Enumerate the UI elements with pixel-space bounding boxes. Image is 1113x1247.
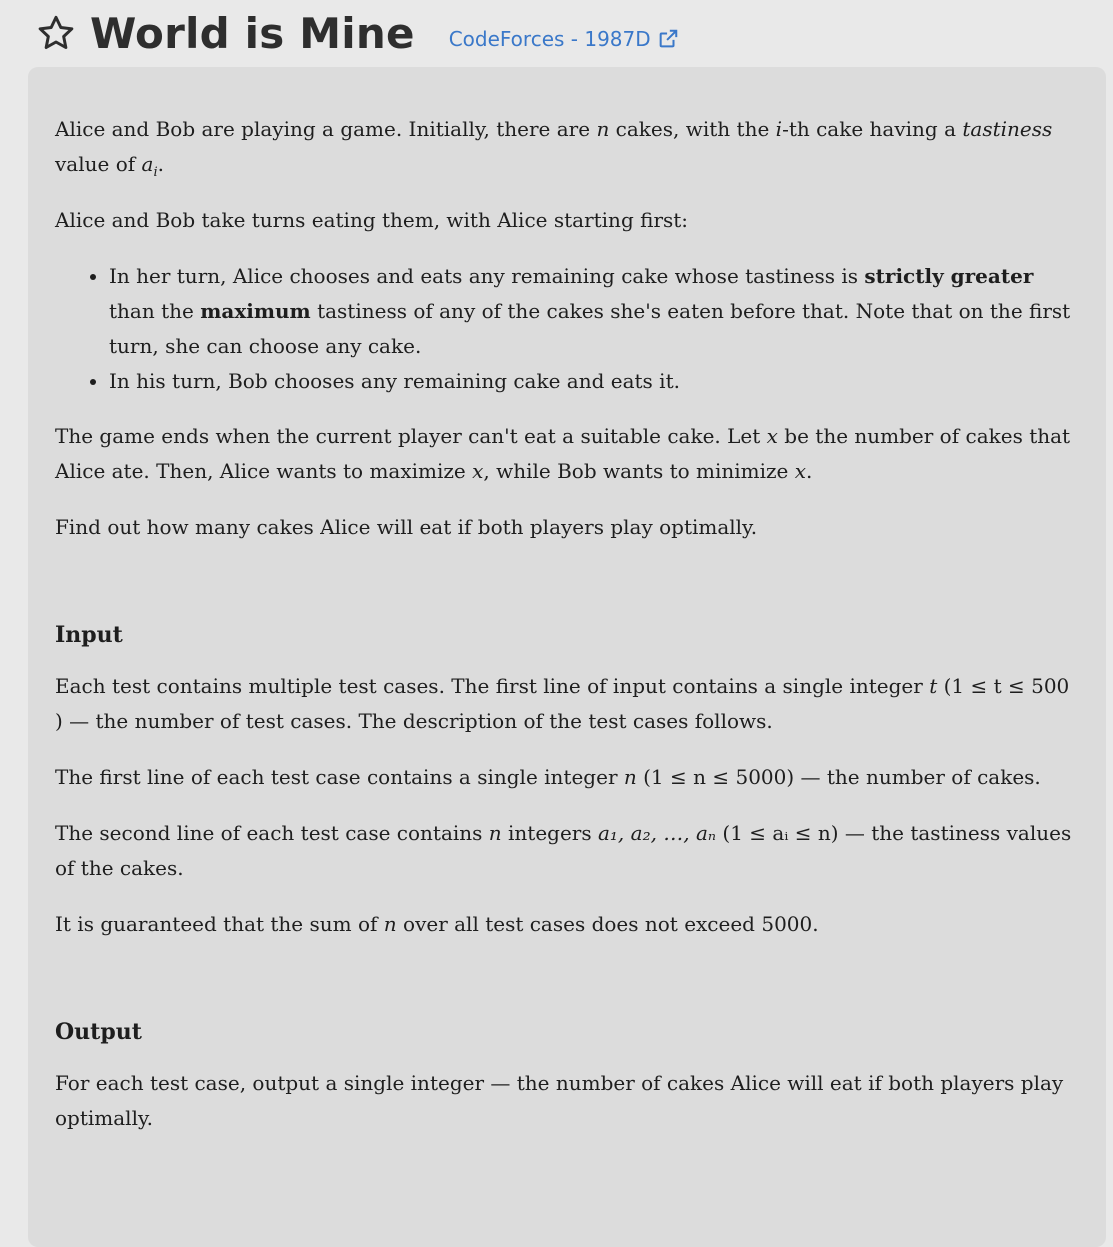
statement-paragraph: The game ends when the current player can't eat a suitable cake. Let x be the number of cakes that Alice ate. Then, Alice wants to maximize x, while Bob wants to minimize x. <box>55 424 1071 483</box>
source-link[interactable] <box>449 27 679 51</box>
page-title: World is Mine <box>90 8 415 58</box>
output-heading: Output <box>55 1019 142 1045</box>
problem-header <box>36 8 679 58</box>
rules-list <box>55 259 1085 399</box>
problem-card <box>28 67 1106 1247</box>
input-heading: Input <box>55 622 123 648</box>
list-item: • In her turn, Alice chooses and eats any remaining cake whose tastiness is strictly greater than the maximum tastiness of any of the cakes she's eaten before that. Note that on the first turn, she can choose any cake. <box>109 259 1085 364</box>
input-paragraph: The first line of each test case contains a single integer n (1 ≤ n ≤ 5000) — the number of cakes. <box>55 765 1041 789</box>
input-paragraph: It is guaranteed that the sum of n over all test cases does not exceed 5000. <box>55 912 819 936</box>
star-icon[interactable] <box>36 13 76 53</box>
problem-content <box>55 112 1085 1157</box>
external-link-icon[interactable] <box>657 28 679 50</box>
statement-paragraph: Alice and Bob take turns eating them, with Alice starting first: <box>55 208 689 232</box>
source-link-label[interactable]: CodeForces - 1987D <box>448 27 651 51</box>
input-paragraph: The second line of each test case contains n integers a₁, a₂, …, aₙ (1 ≤ aᵢ ≤ n) — the tastiness values of the cakes. <box>55 821 1072 880</box>
statement-paragraph: Alice and Bob are playing a game. Initially, there are n cakes, with the i-th cake having a tastiness value of $a_i$. <box>55 117 1053 180</box>
output-paragraph: For each test case, output a single integer — the number of cakes Alice will eat if both players play optimally. <box>55 1071 1064 1130</box>
statement-paragraph: Find out how many cakes Alice will eat if both players play optimally. <box>55 515 758 539</box>
input-paragraph: Each test contains multiple test cases. The first line of input contains a single integer t (1 ≤ t ≤ 500 ) — the number of test cases. The description of the test cases follows. <box>55 674 1070 733</box>
list-item: • In his turn, Bob chooses any remaining cake and eats it. <box>109 364 1085 399</box>
